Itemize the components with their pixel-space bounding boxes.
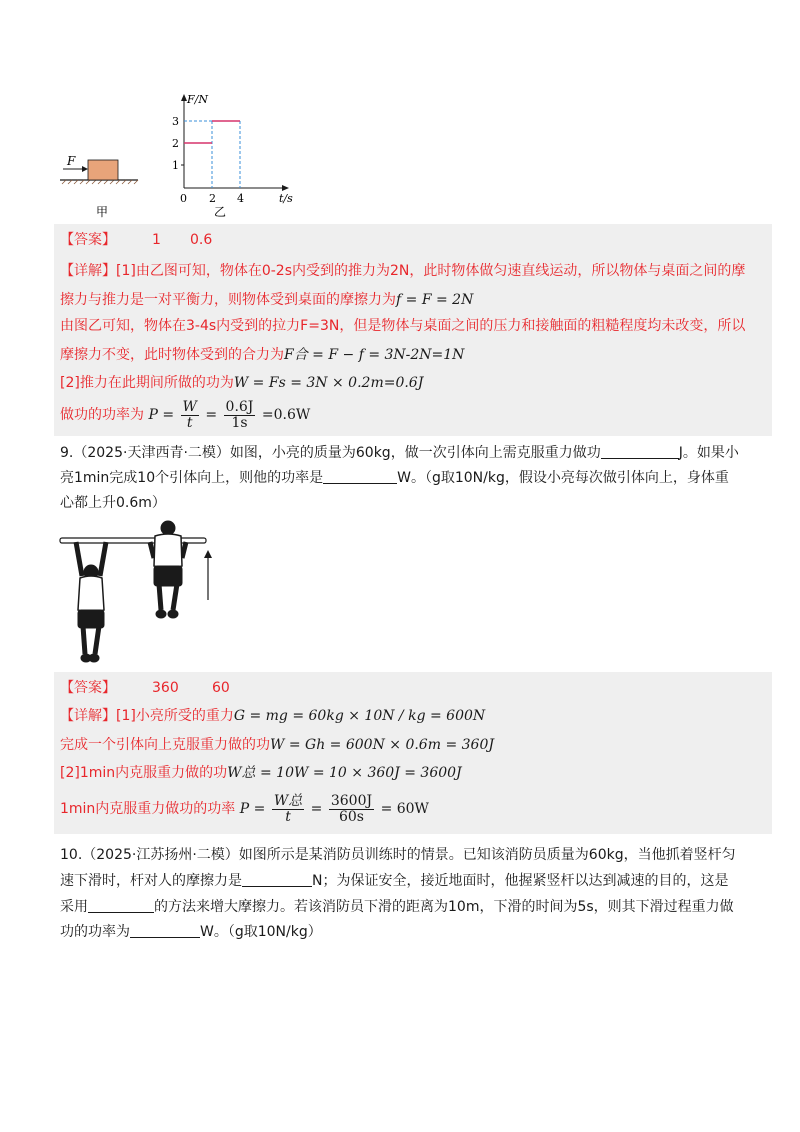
question-10-line3: 采用 的方法来增大摩擦力。若该消防员下滑的距离为10m，下滑的时间为5s，则其下滑过程重力做: [60, 892, 734, 923]
question-9-line1: 9.（2025·天津西青·二模）如图，小亮的质量为60kg，做一次引体向上需克服重力做功 J。如果小: [60, 438, 739, 469]
question-9-line3: 心都上升0.6m）: [60, 495, 166, 511]
block-diagram: [60, 154, 138, 184]
y-tick-1: 1: [172, 159, 179, 172]
answer1-math-friction: f = F = 2N: [396, 292, 474, 308]
q10-blank-power[interactable]: [130, 921, 200, 938]
y-axis-label: F/N: [187, 93, 208, 106]
figure-hanging: [76, 542, 106, 662]
answer2-value-2: 60: [212, 680, 230, 696]
answer2-math-work-total: W总 = 10W = 10 × 360J = 3600J: [227, 765, 462, 781]
force-time-graph: [172, 93, 293, 205]
answer2-detail-line4: 1min内克服重力做功的功率 P = $\frac{\text{W总}}{t}$ = $\frac{3600J}{60s}$ = 60W: [60, 792, 429, 825]
answer1-value-1: 1: [152, 232, 161, 248]
x-tick-0: 0: [180, 192, 187, 205]
force-label: F: [67, 154, 76, 168]
q10-blank-method[interactable]: [88, 896, 154, 913]
y-tick-3: 3: [172, 115, 179, 128]
x-axis-label: t/s: [279, 192, 293, 205]
answer2-detail-line3: [2]1min内克服重力做的功W总 = 10W = 10 × 360J = 3600J: [60, 765, 462, 781]
answer1-math-net-force: F合 = F − f = 3N-2N=1N: [284, 347, 465, 363]
answer2-tag: 【答案】: [60, 680, 116, 696]
question-10-line1: 10.（2025·江苏扬州·二模）如图所示是某消防员训练时的情景。已知该消防员质量为60kg，当他抓着竖杆匀: [60, 847, 736, 863]
y-tick-2: 2: [172, 137, 179, 150]
answer1-tag: 【答案】: [60, 232, 116, 248]
caption-yi: 乙: [214, 205, 227, 219]
q9-blank-work[interactable]: [601, 442, 679, 459]
answer1-math-power: P = $\frac{W}{t}$ = $\frac{0.6J}{1s}$ =0.6W: [148, 398, 311, 431]
question-9-line2: 亮1min完成10个引体向上，则他的功率是 W。（g取10N/kg，假设小亮每次做引体向上，身体重: [60, 463, 729, 494]
answer1-detail-line6: 做功的功率为 P = $\frac{W}{t}$ = $\frac{0.6J}{1s}$ =0.6W: [60, 398, 311, 431]
answer1-detail-line1: 【详解】[1]由乙图可知，物体在0-2s内受到的推力为2N，此时物体做匀速直线运动，所以物体与桌面之间的摩: [60, 263, 746, 279]
answer1-detail-tag: 【详解】: [60, 263, 116, 279]
question-10-number: 10.: [60, 847, 83, 863]
question-10-line2: 速下滑时，杆对人的摩擦力是 N；为保证安全，接近地面时，他握紧竖杆以达到减速的目的，这是: [60, 866, 728, 897]
answer2-detail-line1: 【详解】[1]小亮所受的重力G = mg = 60kg × 10N / kg = 600N: [60, 708, 486, 724]
pull-up-illustration: [58, 518, 218, 668]
answer1-detail-line3: 由图乙可知，物体在3-4s内受到的拉力F=3N，但是物体与桌面之间的压力和接触面的粗糙程度均未改变，所以: [60, 318, 746, 334]
answer2-row: [60, 673, 230, 704]
x-tick-4: 4: [237, 192, 244, 205]
answer1-detail-line4: 摩擦力不变，此时物体受到的合力为F合 = F − f = 3N-2N=1N: [60, 347, 465, 363]
answer1-detail-line5: [2]推力在此期间所做的功为W = Fs = 3N × 0.2m=0.6J: [60, 375, 424, 391]
answer2-math-work-once: W = Gh = 600N × 0.6m = 360J: [270, 737, 494, 753]
answer2-detail-line2: 完成一个引体向上克服重力做的功W = Gh = 600N × 0.6m = 360J: [60, 737, 494, 753]
question-9-number: 9.: [60, 445, 74, 461]
figure-raised: [150, 521, 186, 618]
answer1-detail-line2: 擦力与推力是一对平衡力，则物体受到桌面的摩擦力为f = F = 2N: [60, 292, 474, 308]
caption-jia: 甲: [96, 205, 109, 219]
answer2-detail-tag: 【详解】: [60, 708, 116, 724]
answer1-value-2: 0.6: [190, 232, 213, 248]
answer2-math-gravity: G = mg = 60kg × 10N / kg = 600N: [233, 708, 486, 724]
x-tick-2: 2: [209, 192, 216, 205]
figure-block-and-graph: [60, 92, 300, 222]
q10-blank-friction[interactable]: [242, 870, 312, 887]
guide-lines: [184, 121, 240, 188]
answer2-math-power: P = $\frac{\text{W总}}{t}$ = $\frac{3600J}{60s}$ = 60W: [239, 792, 429, 825]
answer2-value-1: 360: [152, 680, 179, 696]
q9-blank-power[interactable]: [323, 467, 397, 484]
question-10-line4: 功的功率为 W。（g取10N/kg）: [60, 917, 322, 948]
answer1-math-work: W = Fs = 3N × 0.2m=0.6J: [233, 375, 424, 391]
wooden-block: [88, 160, 118, 180]
answer1-row: [60, 225, 212, 256]
